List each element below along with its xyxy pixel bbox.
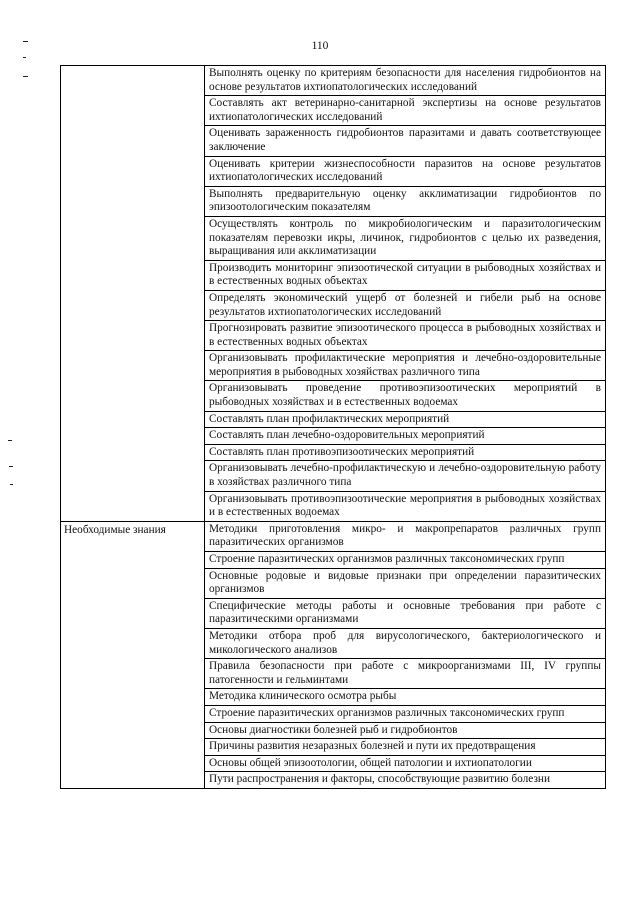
margin-mark xyxy=(23,57,26,58)
knowledge-item: Специфические методы работы и основные требования при работе с паразитическими организмами xyxy=(205,598,606,628)
margin-mark xyxy=(9,466,13,467)
knowledge-item: Методики приготовления микро- и макропрепаратов различных групп паразитических организмов xyxy=(205,521,606,551)
skill-item: Выполнять предварительную оценку акклиматизации гидробионтов по эпизоотологическим показателям xyxy=(205,186,606,216)
skill-item: Оценивать зараженность гидробионтов паразитами и давать соответствующее заключение xyxy=(205,126,606,156)
margin-mark xyxy=(23,76,28,77)
skill-item: Составлять акт ветеринарно-санитарной экспертизы на основе результатов ихтиопатологических исследований xyxy=(205,96,606,126)
skill-item: Составлять план лечебно-оздоровительных мероприятий xyxy=(205,428,606,445)
knowledge-item: Основные родовые и видовые признаки при определении паразитических организмов xyxy=(205,568,606,598)
knowledge-item: Пути распространения и факторы, способствующие развитию болезни xyxy=(205,772,606,789)
skill-item: Определять экономический ущерб от болезней и гибели рыб на основе результатов ихтиопатологических исследований xyxy=(205,290,606,320)
knowledge-item: Методики отбора проб для вирусологического, бактериологического и микологического анализов xyxy=(205,628,606,658)
margin-mark xyxy=(8,440,12,441)
skill-item: Осуществлять контроль по микробиологическим и паразитологическим показателям перевозки икры, личинок, гидробионтов с целью их разведения, выращивания или акклиматизации xyxy=(205,216,606,260)
skill-item: Составлять план профилактических мероприятий xyxy=(205,411,606,428)
skill-item: Оценивать критерии жизнеспособности паразитов на основе результатов ихтиопатологических исследований xyxy=(205,156,606,186)
knowledge-item: Правила безопасности при работе с микроорганизмами III, IV группы патогенности и гельминтами xyxy=(205,659,606,689)
margin-mark xyxy=(10,484,13,485)
skill-item: Организовывать проведение противоэпизоотических мероприятий в рыбоводных хозяйствах и в естественных водоемах xyxy=(205,381,606,411)
skill-item: Производить мониторинг эпизоотической ситуации в рыбоводных хозяйствах и в естественных водных объектах xyxy=(205,260,606,290)
skill-item: Прогнозировать развитие эпизоотического процесса в рыбоводных хозяйствах и в естественных водных объектах xyxy=(205,321,606,351)
knowledge-item: Причины развития незаразных болезней и пути их предотвращения xyxy=(205,739,606,756)
skill-item: Выполнять оценку по критериям безопасности для населения гидробионтов на основе результатов ихтиопатологических исследований xyxy=(205,66,606,96)
knowledge-item: Строение паразитических организмов различных таксономических групп xyxy=(205,552,606,569)
margin-mark xyxy=(23,41,28,42)
section-label: Необходимые знания xyxy=(61,521,205,788)
skill-item: Организовывать лечебно-профилактическую и лечебно-оздоровительную работу в хозяйствах различного типа xyxy=(205,461,606,491)
skill-item: Составлять план противоэпизоотических мероприятий xyxy=(205,444,606,461)
knowledge-item: Основы диагностики болезней рыб и гидробионтов xyxy=(205,722,606,739)
knowledge-item: Методика клинического осмотра рыбы xyxy=(205,689,606,706)
section-label xyxy=(61,66,205,522)
competency-table xyxy=(60,65,606,789)
knowledge-item: Строение паразитических организмов различных таксономических групп xyxy=(205,705,606,722)
skill-item: Организовывать профилактические мероприятия и лечебно-оздоровительные мероприятия в рыбоводных хозяйствах различного типа xyxy=(205,351,606,381)
table-row xyxy=(61,66,606,96)
skill-item: Организовывать противоэпизоотические мероприятия в рыбоводных хозяйствах и в естественных водоемах xyxy=(205,491,606,521)
knowledge-item: Основы общей эпизоотологии, общей патологии и ихтиопатологии xyxy=(205,755,606,772)
page-number: 110 xyxy=(311,40,329,52)
table-row xyxy=(61,521,606,551)
